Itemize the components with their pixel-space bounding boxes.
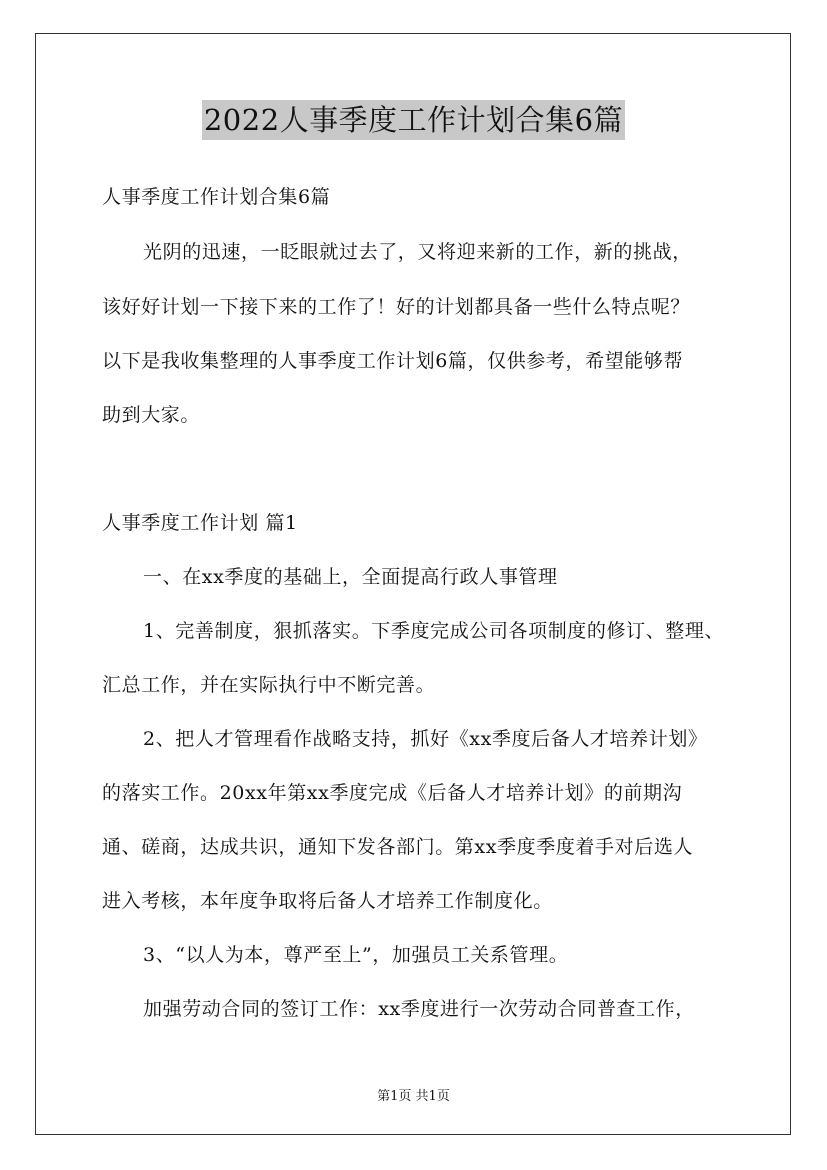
paragraph-line: 该好好计划一下接下来的工作了！好的计划都具备一些什么特点呢？	[102, 296, 691, 318]
paragraph-line: 汇总工作，并在实际执行中不断完善。	[102, 674, 436, 696]
page-footer: 第1页 共1页	[377, 1089, 450, 1104]
paragraph-line: 2、把人才管理看作战略支持，抓好《xx季度后备人才培养计划》	[143, 728, 708, 750]
paragraph-line: 助到大家。	[102, 404, 201, 426]
paragraph-line: 以下是我收集整理的人事季度工作计划6篇，仅供参考，希望能够帮	[102, 350, 684, 372]
document-title: 2022人事季度工作计划合集6篇	[202, 100, 625, 140]
section-heading: 人事季度工作计划 篇1	[102, 512, 298, 534]
paragraph-line: 进入考核，本年度争取将后备人才培养工作制度化。	[102, 890, 553, 912]
title-container	[0, 100, 827, 140]
paragraph-line: 通、磋商，达成共识，通知下发各部门。第xx季度季度着手对后选人	[102, 836, 694, 858]
subtitle-line: 人事季度工作计划合集6篇	[102, 186, 331, 208]
paragraph-line: 3、“以人为本，尊严至上”，加强员工关系管理。	[143, 944, 569, 966]
paragraph-line: 1、完善制度，狠抓落实。下季度完成公司各项制度的修订、整理、	[143, 620, 725, 642]
paragraph-line: 光阴的迅速，一眨眼就过去了，又将迎来新的工作，新的挑战，	[143, 241, 692, 263]
paragraph-line: 加强劳动合同的签订工作：xx季度进行一次劳动合同普查工作，	[143, 998, 695, 1020]
paragraph-line: 的落实工作。20xx年第xx季度完成《后备人才培养计划》的前期沟	[102, 782, 683, 804]
paragraph-line: 一、在xx季度的基础上，全面提高行政人事管理	[143, 566, 558, 588]
